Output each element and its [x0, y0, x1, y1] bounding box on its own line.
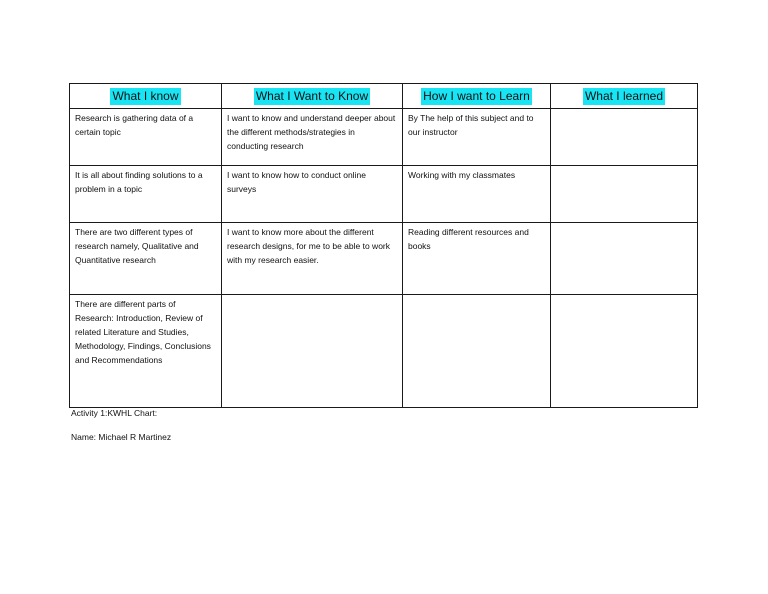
cell-text: It is all about finding solutions to a problem in a topic: [75, 170, 203, 194]
cell-text: [403, 295, 550, 297]
table-row: [70, 295, 698, 408]
cell-text: Reading different resources and books: [408, 227, 529, 251]
header-label: What I Want to Know: [255, 88, 369, 103]
table-cell: [403, 223, 551, 295]
cell-text: By The help of this subject and to our instructor: [408, 113, 534, 137]
table-cell: [222, 166, 403, 223]
table-cell: [403, 295, 551, 408]
table-cell: [222, 109, 403, 166]
table-row: [70, 223, 698, 295]
cell-text: [222, 295, 402, 297]
header-what-i-know: [70, 84, 222, 109]
cell-text: Research is gathering data of a certain topic: [75, 113, 194, 137]
cell-text: I want to know and understand deeper about the different methods/strategies in conducting research: [227, 113, 396, 151]
kwhl-chart-table: [69, 83, 698, 408]
header-label: What I learned: [584, 88, 664, 103]
cell-text: [551, 295, 697, 297]
cell-text: I want to know more about the different research designs, for me to be able to work with my research easier.: [227, 227, 390, 265]
header-label: What I know: [112, 88, 179, 103]
cell-text: [551, 223, 697, 225]
table-cell: [70, 166, 222, 223]
table-header-row: [70, 84, 698, 109]
table-cell: [70, 223, 222, 295]
table-cell: [403, 166, 551, 223]
activity-label: Activity 1:KWHL Chart:: [71, 408, 158, 418]
table-cell: [70, 109, 222, 166]
table-cell: [551, 223, 698, 295]
cell-text: [551, 109, 697, 111]
header-how-i-want-to-learn: [403, 84, 551, 109]
table-row: [70, 166, 698, 223]
cell-text: [551, 166, 697, 168]
table-cell: [403, 109, 551, 166]
table-cell: [551, 166, 698, 223]
header-what-i-want-to-know: [222, 84, 403, 109]
table-cell: [551, 109, 698, 166]
student-name: Name: Michael R Martinez: [71, 432, 172, 442]
header-label: How I want to Learn: [423, 88, 530, 103]
cell-text: I want to know how to conduct online surveys: [227, 170, 366, 194]
header-what-i-learned: [551, 84, 698, 109]
table-cell: [222, 295, 403, 408]
table-cell: [551, 295, 698, 408]
table-cell: [222, 223, 403, 295]
cell-text: There are two different types of research namely, Qualitative and Quantitative research: [75, 227, 199, 265]
table-cell: [70, 295, 222, 408]
cell-text: There are different parts of Research: Introduction, Review of related Literature and Studies, Methodology, Findings, Conclusions and Recommendations: [75, 299, 211, 365]
cell-text: Working with my classmates: [408, 170, 516, 180]
table-row: [70, 109, 698, 166]
